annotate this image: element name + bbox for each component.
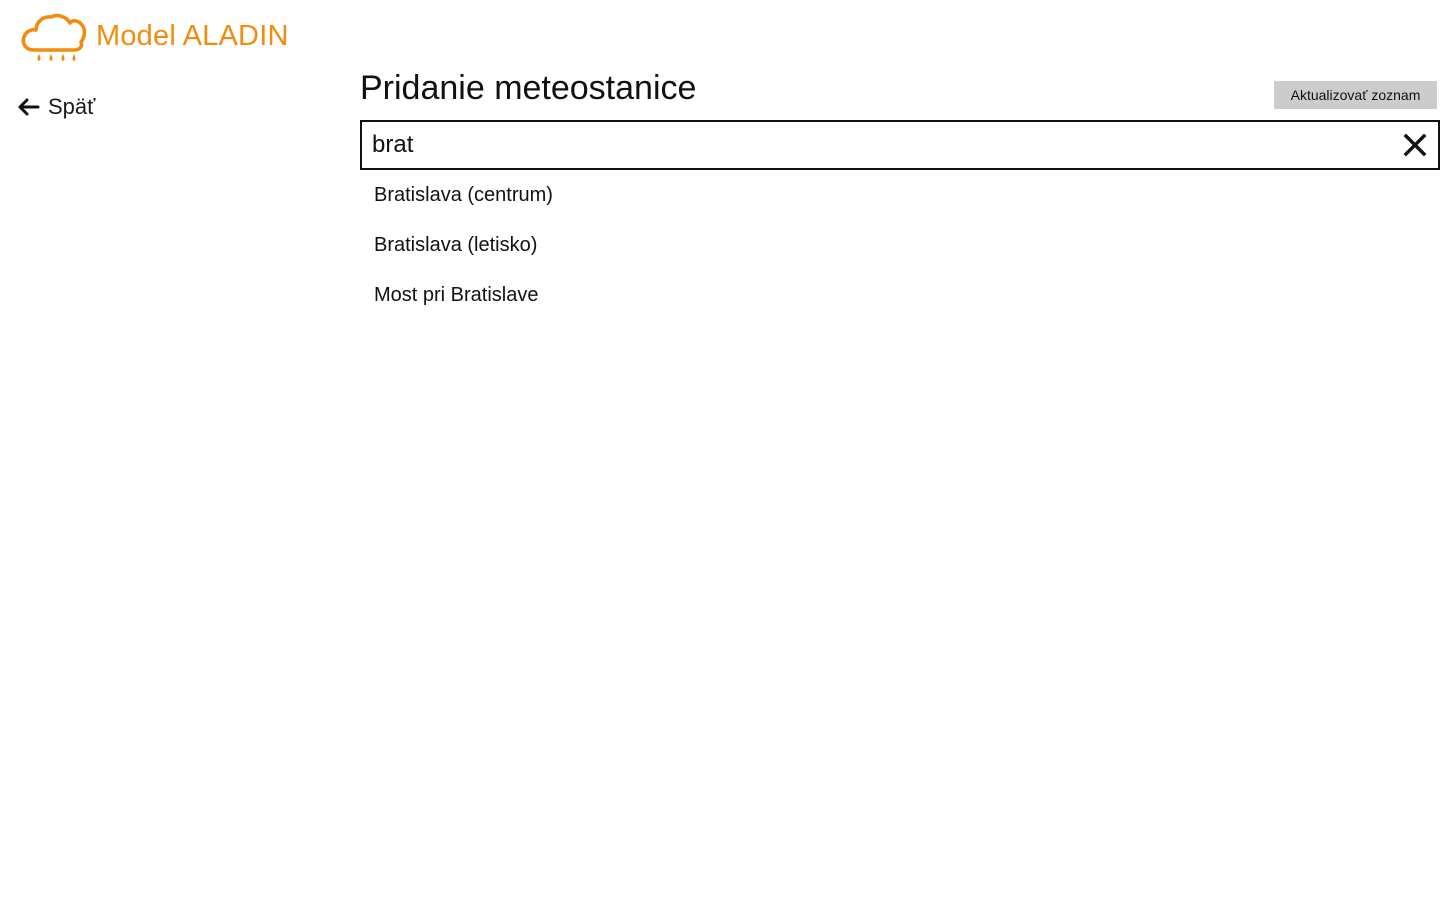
app-title: Model ALADIN — [96, 19, 289, 52]
close-icon — [1403, 133, 1427, 157]
suggestion-item[interactable]: Bratislava (letisko) — [374, 233, 538, 256]
rain-cloud-icon — [20, 10, 86, 66]
page-title: Pridanie meteostanice — [360, 69, 697, 107]
suggestion-list — [360, 170, 1438, 320]
back-button[interactable] — [16, 90, 95, 124]
back-label: Späť — [48, 94, 96, 119]
clear-search-button[interactable] — [1392, 122, 1438, 168]
suggestion-item[interactable]: Bratislava (centrum) — [374, 183, 553, 206]
arrow-left-icon — [16, 97, 40, 117]
refresh-list-button[interactable]: Aktualizovať zoznam — [1274, 81, 1437, 109]
search-input[interactable] — [362, 122, 1392, 168]
suggestion-item[interactable]: Most pri Bratislave — [374, 283, 539, 306]
app-header — [20, 10, 289, 66]
search-box — [360, 120, 1440, 170]
